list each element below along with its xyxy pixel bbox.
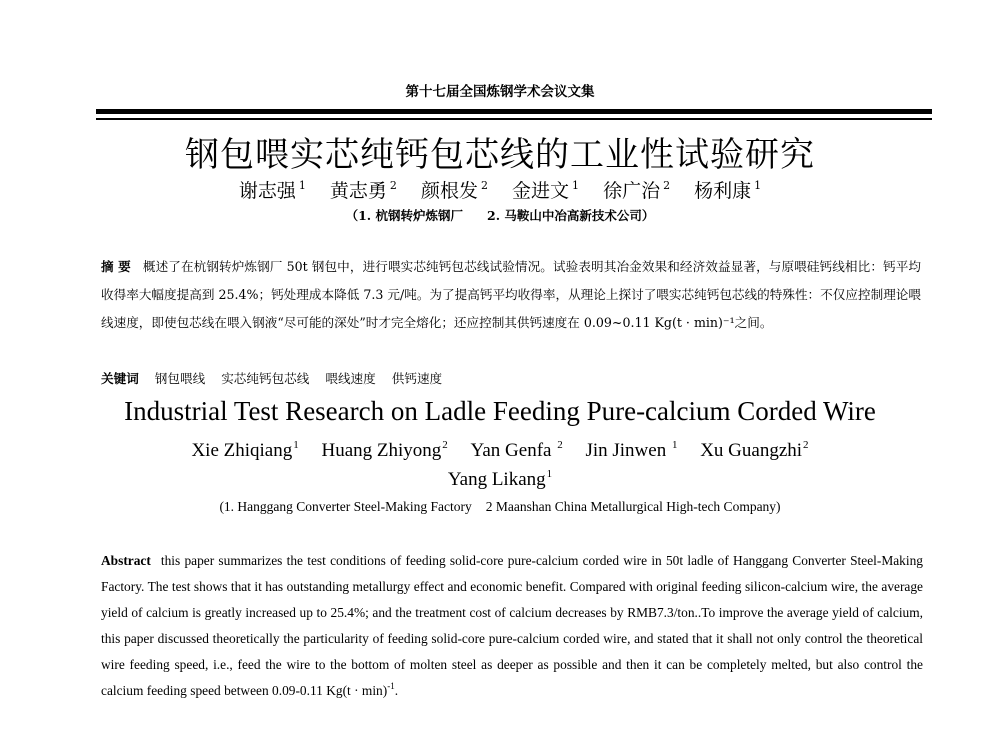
- keyword: 钢包喂线: [154, 371, 206, 386]
- author-en: Jin Jinwen $^1$: [585, 439, 678, 461]
- abstract-english: Abstract this paper summarizes the test conditions of feeding solid-core pure-calcium corded wire in 50t ladle of Hanggang Converter Steel-Making Factory. The test shows that it has outstanding metallurgy effect and economic benefit. Compared with original feeding silicon-calcium wire, the average yield of calcium is greatly increased up to 25.4%; and the treatment cost of calcium decreases by RMB7.3/ton..To improve the average yield of calcium, this paper discussed theoretically the particularity of feeding solid-core pure-calcium corded wire, and stated that it shall not only control the theoretical wire feeding speed, i.e., feed the wire to the bottom of molten steel as deeper as possible and then it can be completely melted, but also control the calcium feeding speed between 0.09-0.11 $Kg(t \cdot \min)^{-1}$.: [101, 553, 923, 699]
- authors-english: [0, 440, 1000, 462]
- author-cn: 徐广治 $^2$: [603, 179, 671, 202]
- title-chinese: 钢包喂实芯纯钙包芯线的工业性试验研究: [185, 135, 815, 175]
- keyword: 供钙速度: [391, 371, 443, 386]
- abstract-chinese: [101, 253, 921, 338]
- keyword: 实芯纯钙包芯线: [221, 371, 310, 386]
- authors-chinese: [0, 176, 1000, 203]
- keyword: 喂线速度: [325, 371, 376, 386]
- author-en: Xie Zhiqiang$^1$: [191, 439, 299, 461]
- affiliations-chinese: （1. 杭钢转炉炼钢厂 2. 马鞍山中冶高新技术公司）: [345, 208, 655, 223]
- abstract-en-label: Abstract: [101, 553, 151, 568]
- abstract-cn-label: 摘 要: [101, 259, 131, 274]
- author-cn: 杨利康 $^1$: [694, 179, 762, 202]
- header-rule-thin: [96, 118, 932, 120]
- author-cn: 金进文 $^1$: [512, 179, 580, 202]
- author-cn: 颜根发 $^2$: [420, 179, 488, 202]
- author-cn: 黄志勇 $^2$: [329, 179, 397, 202]
- author-cn: 谢志强 $^1$: [238, 179, 306, 202]
- abstract-cn-text: 概述了在杭钢转炉炼钢厂 50t 钢包中，进行喂实芯纯钙包芯线试验情况。试验表明其冶金效果和经济效益显著，与原喂硅钙线相比：钙平均收得率大幅度提高到 25.4%；钙处理成本降低 7.3 元/吨。为了提高钙平均收得率，从理论上探讨了喂实芯纯钙包芯线的特殊性：不仅应控制理论喂线速度，即使包芯线在喂入钢液“尽可能的深处”时才完全熔化；还应控制其供钙速度在 0.09~0.11 Kg(t · min)⁻¹之间。: [101, 259, 921, 331]
- affiliations-english: (1. Hanggang Converter Steel-Making Factory 2 Maanshan China Metallurgical High-tech Company): [219, 499, 781, 514]
- header-rule-thick: [96, 109, 932, 114]
- keywords-label: 关键词: [101, 371, 139, 386]
- author-en: Huang Zhiyong$^2$: [321, 439, 448, 461]
- author-en: Xu Guangzhi$^2$: [700, 439, 809, 461]
- title-english: Industrial Test Research on Ladle Feeding Pure-calcium Corded Wire: [124, 396, 876, 426]
- keywords-chinese: [101, 368, 454, 387]
- author-en: Yan Genfa $^2$: [470, 439, 563, 461]
- running-head: 第十七届全国炼钢学术会议文集: [405, 84, 595, 100]
- abstract-en-text: this paper summarizes the test conditions of feeding solid-core pure-calcium corded wire in 50t ladle of Hanggang Converter Steel-Making Factory. The test shows that it has outstanding metallurgy effect and economic benefit. Compared with original feeding silicon-calcium wire, the average yield of calcium is greatly increased up to 25.4%; and the treatment cost of calcium decreases by RMB7.3/ton..To improve the average yield of calcium, this paper discussed theoretically the particularity of feeding solid-core pure-calcium corded wire, and stated that it shall not only control the theoretical wire feeding speed, i.e., feed the wire to the bottom of molten steel as deeper as possible and then it can be completely melted, but also control the calcium feeding speed between 0.09-0.11 Kg(t · min): [101, 553, 923, 699]
- authors-english-line2: Yang Likang$^1$: [447, 468, 553, 490]
